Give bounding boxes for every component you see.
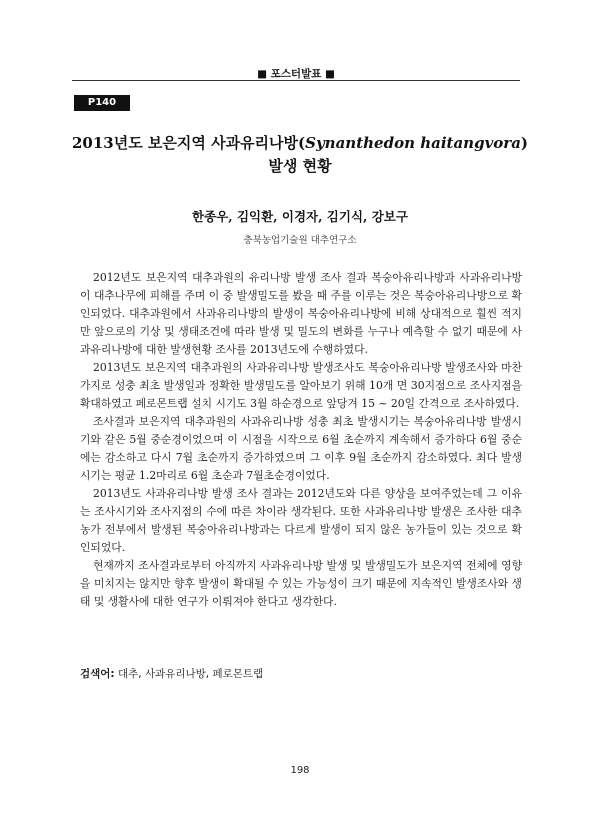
abstract-body xyxy=(80,269,522,611)
body-paragraph: 현재까지 조사결과로부터 아직까지 사과유리나방 발생 및 발생밀도가 보은지역 전체에 영향을 미치지는 않지만 향후 발생이 확대될 수 있는 가능성이 크기 때문에 지속적인 발생조사와 생태 및 생활사에 대한 연구가 이뤄져야 한다고 생각한다. xyxy=(80,559,522,608)
title-suffix: ) xyxy=(520,134,529,152)
poster-id-badge: P140 xyxy=(74,95,130,111)
section-label: ■ 포스터발표 ■ xyxy=(257,68,335,80)
keywords xyxy=(80,666,522,681)
body-paragraph: 조사결과 보은지역 대추과원의 사과유리나방 성충 최초 발생시기는 복숭아유리나방 발생시기와 같은 5월 중순경이었으며 이 시점을 시작으로 6월 초순까지 계속해서 증가하다 6월 중순에는 감소하고 다시 7월 초순까지 증가하였으며 그 이후 9월 초순까지 감소하였다. 최다 발생시기는 평균 1.2마리로 6월 초순과 7월초순경이었다. xyxy=(80,415,522,482)
keywords-label: 검색어: xyxy=(80,668,115,680)
page-number: 198 xyxy=(290,765,310,776)
title-prefix: 2013년도 보은지역 사과유리나방( xyxy=(71,134,306,152)
body-paragraph: 2013년도 사과유리나방 발생 조사 결과는 2012년도와 다른 양상을 보여주었는데 그 이유는 조사시기와 조사지점의 수에 따른 차이라 생각된다. 또한 사과유리나방 발생은 조사한 대추농가 전부에서 발생된 복숭아유리나방과는 다르게 발생이 되지 않은 농가들이 있는 것으로 확인되었다. xyxy=(80,487,522,554)
author-list: 한종우, 김익환, 이경자, 김기식, 강보구 xyxy=(192,209,408,224)
body-paragraph: 2012년도 보은지역 대추과원의 유리나방 발생 조사 결과 복숭아유리나방과 사과유리나방이 대추나무에 피해를 주며 이 중 발생밀도를 봤을 때 주를 이루는 것은 복숭아유리나방으로 확인되었다. 대추과원에서 사과유리나방의 발생이 복숭아유리나방에 비해 상대적으로 훨씬 적지만 앞으로의 기상 및 생태조건에 따라 발생 및 밀도의 변화를 누구나 예측할 수 없기 때문에 사과유리나방에 대한 발생현황 조사를 2013년도에 수행하였다. xyxy=(80,271,522,356)
title-line2: 발생 현황 xyxy=(268,157,332,175)
paper-title xyxy=(60,132,540,178)
body-paragraph: 2013년도 보은지역 대추과원의 사과유리나방 발생조사도 복숭아유리나방 발생조사와 마찬가지로 성충 최초 발생일과 정확한 발생밀도를 알아보기 위해 10개 면 30지점으로 조사지점을 확대하였고 페로몬트랩 설치 시기도 3월 하순경으로 앞당겨 15 ~ 20일 간격으로 조사하였다. xyxy=(80,361,522,410)
species-name: Synanthedon haitangvora xyxy=(305,134,521,152)
affiliation: 충북농업기술원 대추연구소 xyxy=(243,235,357,246)
page-header xyxy=(72,44,520,81)
keywords-value: 대추, 사과유리나방, 페로몬트랩 xyxy=(114,668,264,680)
